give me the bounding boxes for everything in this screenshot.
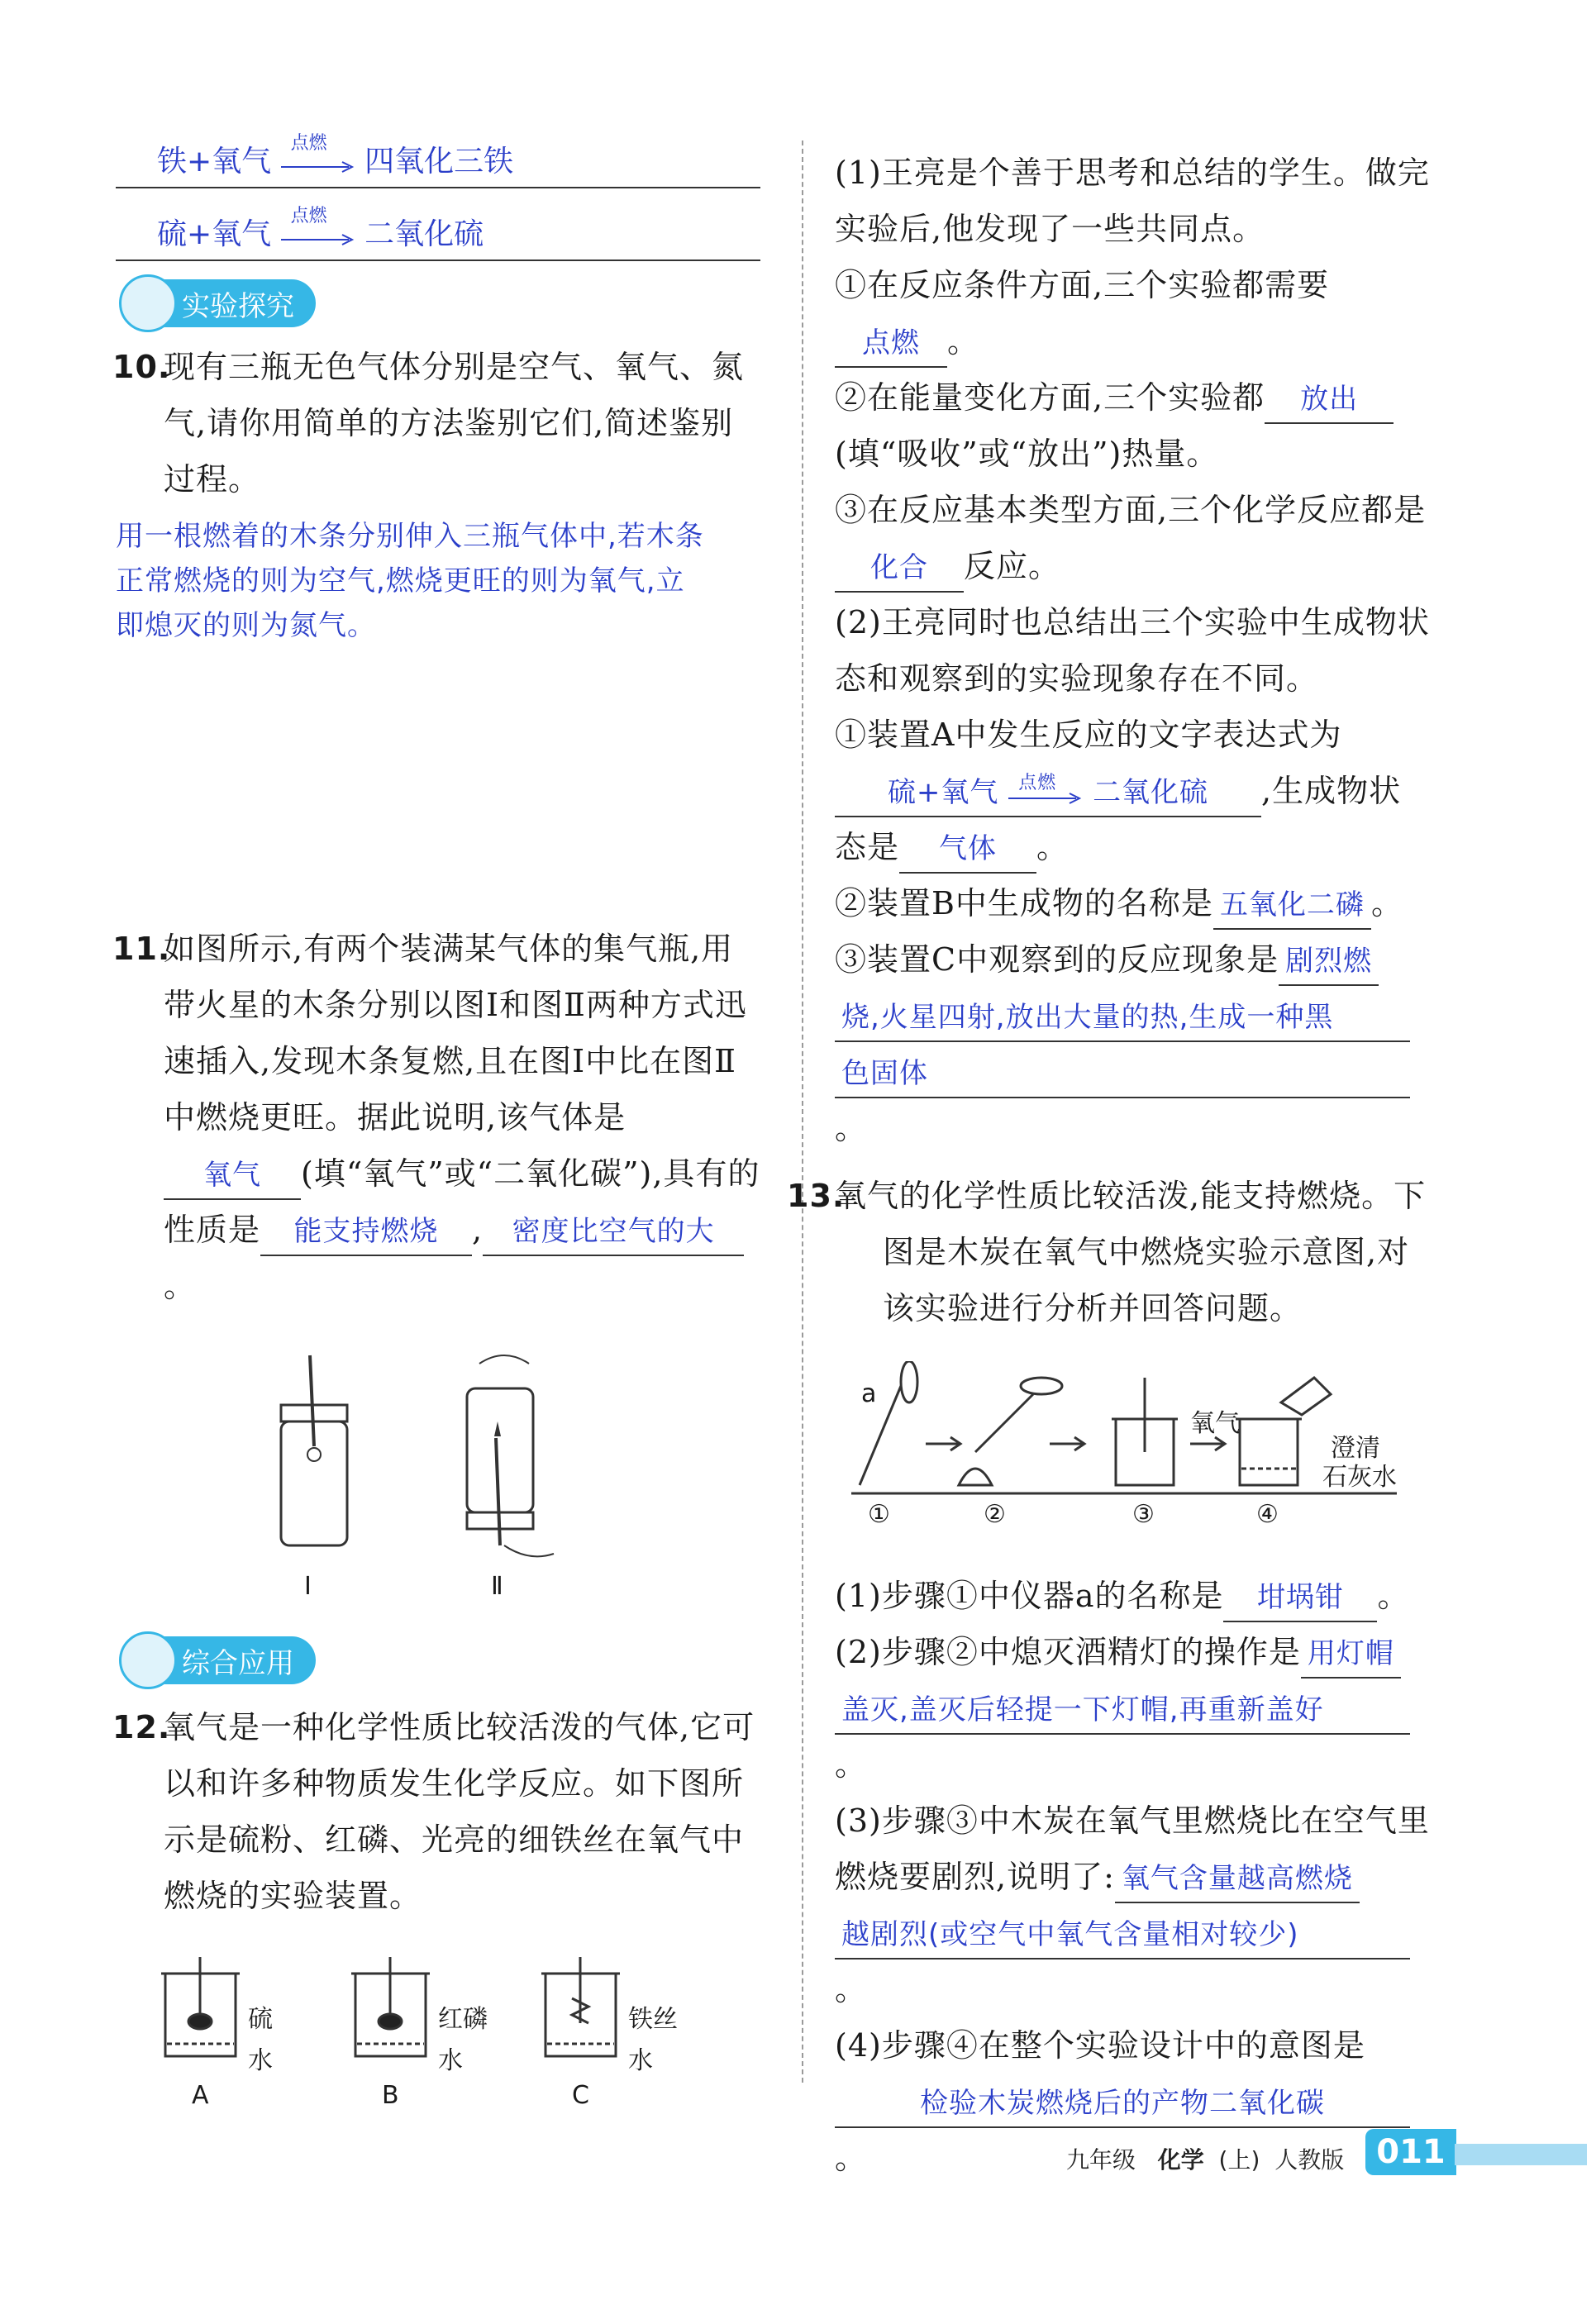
part-text-tail: (填“吸收”或“放出”)热量。 (835, 436, 1219, 472)
reaction-condition: 点燃 (290, 206, 327, 226)
question-12 (112, 1699, 760, 1924)
label-a: a (861, 1379, 877, 1408)
question-11: 11. 如图所示,有两个装满某气体的集气瓶,用带火星的木条分别以图Ⅰ和图Ⅱ两种方式迅速插入,发现木条复燃,且在图Ⅰ中比在图Ⅱ中燃烧更旺。据此说明,该气体是氧气 (填“氧气”或“二氧化碳”),具有的性质是 能支持燃烧 , 密度比空气的大。 (116, 921, 760, 1314)
answer-blank: 盖灭,盖灭后轻提一下灯帽,再重新盖好 (835, 1687, 1410, 1735)
part-text: (4)步骤④在整个实验设计中的意图是 (835, 2027, 1365, 2064)
figure-label-2: Ⅱ (491, 1572, 503, 1601)
label-red-phosphorus: 红磷 (438, 2005, 488, 2034)
part-text: ①在反应条件方面,三个实验都需要 (835, 267, 1330, 303)
equation-rhs: 四氧化三铁 (364, 145, 514, 179)
answer-blank: 剧烈燃 (1279, 938, 1379, 986)
answer-blank: 气体 (899, 826, 1036, 874)
answer-equation-sulfur (116, 197, 760, 261)
part-intro: (1)王亮是个善于思考和总结的学生。做完实验后,他发现了一些共同点。 (835, 155, 1430, 247)
answer-blank: 色固体 (835, 1050, 1410, 1098)
reaction-condition: 点燃 (290, 133, 327, 154)
reaction-arrow (281, 206, 355, 250)
label-sulfur: 硫 (248, 2005, 273, 2034)
question-number: 11. (112, 931, 171, 967)
section-title: 实验探究 (182, 289, 294, 323)
footer-accent-bar (1455, 2144, 1587, 2165)
answer-blank: 坩埚钳 (1223, 1574, 1377, 1622)
footer-text (1066, 2142, 1344, 2175)
section-badge (124, 1636, 316, 1684)
part-text-tail: ,生成物状态是 (835, 773, 1402, 865)
part-text: ③在反应基本类型方面,三个化学反应都是 (835, 492, 1427, 528)
question-text: 现有三瓶无色气体分别是空气、氧气、氮气,请你用简单的方法鉴别它们,简述鉴别过程。 (164, 349, 745, 498)
label-C: C (572, 2081, 589, 2110)
question-text-cont: (填“氧气”或“二氧化碳”),具有的性质是 (164, 1155, 760, 1248)
part-text: (2)步骤②中熄灭酒精灯的操作是 (835, 1634, 1301, 1670)
page-footer (1066, 2129, 1529, 2179)
answer-blank: 放出 (1265, 376, 1394, 424)
equation-rhs: 二氧化硫 (364, 217, 484, 251)
footer-subject: 化学 (1157, 2146, 1204, 2174)
question-10 (112, 339, 760, 648)
reaction-condition: 点燃 (1018, 772, 1057, 793)
question-13 (787, 1168, 1430, 1336)
step-label-4: ④ (1256, 1500, 1279, 1529)
question-text: 氧气的化学性质比较活泼,能支持燃烧。下图是木炭在氧气中燃烧实验示意图,对该实验进行分析并回答问题。 (835, 1178, 1427, 1326)
label-oxygen: 氧气 (1190, 1409, 1240, 1438)
figure-charcoal-steps (835, 1361, 1430, 1559)
answer-equation-iron (116, 124, 760, 188)
label-A: A (192, 2081, 209, 2110)
equation-rhs: 二氧化硫 (1093, 776, 1209, 809)
answer-blank: 检验木炭燃烧后的产物二氧化碳 (835, 2080, 1410, 2128)
answer-blank: 点燃 (835, 320, 947, 368)
part-text: (1)步骤①中仪器a的名称是 (835, 1578, 1224, 1614)
question-text: 如图所示,有两个装满某气体的集气瓶,用带火星的木条分别以图Ⅰ和图Ⅱ两种方式迅速插入,发现木条复燃,且在图Ⅰ中比在图Ⅱ中燃烧更旺。据此说明,该气体是 (164, 931, 747, 1136)
globe-icon (119, 1631, 177, 1689)
column-divider (802, 140, 803, 2083)
page-number: 011 (1365, 2129, 1456, 2175)
bottle-diagram (116, 1339, 760, 1612)
part-text: ③装置C中观察到的反应现象是 (835, 941, 1279, 978)
question-number: 13. (787, 1178, 846, 1214)
q12-part2: (2)王亮同时也总结出三个实验中生成物状态和观察到的实验现象存在不同。 ①装置A中发生反应的文字表达式为 硫+氧气 点燃 二氧化硫 ,生成物状态是 气体 。 ②装置B中生成物的名称是 五氧化二磷 。 ③装置C中观察到的反应现象是 剧烈燃 烧,火星四射,放出大量的热,生成一种黑 色固体。 (835, 594, 1430, 1156)
part-text-tail: 反应。 (964, 548, 1061, 584)
section-header-experiment (124, 279, 760, 327)
answer-blank-property-2: 密度比空气的大 (483, 1208, 744, 1256)
footer-volume: (上) (1218, 2146, 1260, 2174)
answer-text: 用一根燃着的木条分别伸入三瓶气体中,若木条正常燃烧的则为空气,燃烧更旺的则为氧气,立即熄灭的则为氮气。 (116, 520, 704, 642)
q13-parts: (1)步骤①中仪器a的名称是 坩埚钳 。 (2)步骤②中熄灭酒精灯的操作是 用灯帽 盖灭,盖灭后轻提一下灯帽,再重新盖好。 (3)步骤③中木炭在氧气里燃烧比在空气里燃烧要剧烈,说明了: 氧气含量越高燃烧 越剧烈(或空气中氧气含量相对较少)。 (4)步骤④在整个实验设计中的意图是 检验木炭燃烧后的产物二氧化碳。 (835, 1568, 1430, 2186)
answer-blank: 越剧烈(或空气中氧气含量相对较少) (835, 1912, 1410, 1959)
question-number: 10. (112, 349, 171, 385)
part-text: ②装置B中生成物的名称是 (835, 885, 1213, 921)
reaction-arrow (1008, 772, 1083, 808)
label-B: B (382, 2081, 399, 2110)
label-water: 水 (438, 2046, 463, 2075)
diamond-icon (119, 274, 177, 332)
part-text: (3)步骤③中木炭在氧气里燃烧比在空气里燃烧要剧烈,说明了: (835, 1802, 1430, 1895)
equation-lhs: 硫+氧气 (887, 776, 999, 809)
question-number: 12. (112, 1709, 171, 1745)
step-label-1: ① (868, 1500, 890, 1529)
step-label-3: ③ (1132, 1500, 1155, 1529)
figure-label-1: Ⅰ (304, 1572, 312, 1601)
equation-sulfur (157, 206, 484, 253)
equation-lhs: 铁+氧气 (157, 145, 272, 179)
equation-iron (157, 133, 514, 180)
answer-blank: 用灯帽 (1301, 1631, 1401, 1679)
answer-blank: 化合 (835, 545, 964, 593)
section-header-apply (124, 1636, 760, 1684)
label-water: 水 (248, 2046, 273, 2075)
part-intro: (2)王亮同时也总结出三个实验中生成物状态和观察到的实验现象存在不同。 (835, 604, 1430, 697)
q12-part1: (1)王亮是个善于思考和总结的学生。做完实验后,他发现了一些共同点。 ①在反应条件方面,三个实验都需要点燃 。 ②在能量变化方面,三个实验都 放出(填“吸收”或“放出”)热量。 ③在反应基本类型方面,三个化学反应都是化合 反应。 (835, 145, 1430, 594)
reaction-arrow (281, 133, 355, 177)
figure-gas-bottles (116, 1339, 760, 1612)
part-text: ②在能量变化方面,三个实验都 (835, 379, 1265, 416)
answer-blank: 氧气含量越高燃烧 (1115, 1855, 1360, 1903)
answer-blank: 烧,火星四射,放出大量的热,生成一种黑 (835, 994, 1410, 1042)
answer-equation-blank (835, 769, 1261, 817)
step-label-2: ② (984, 1500, 1006, 1529)
section-title: 综合应用 (182, 1646, 294, 1680)
question-text: 氧气是一种化学性质比较活泼的气体,它可以和许多种物质发生化学反应。如下图所示是硫粉、红磷、光亮的细铁丝在氧气中燃烧的实验装置。 (164, 1709, 755, 1914)
section-badge (124, 279, 316, 327)
equation-lhs: 硫+氧气 (157, 217, 272, 251)
answer-blank: 五氧化二磷 (1213, 882, 1371, 930)
label-limewater: 澄清 (1331, 1434, 1380, 1463)
figure-combustion-apparatus (116, 1957, 760, 2122)
footer-grade: 九年级 (1066, 2146, 1136, 2174)
answer-blank-gas: 氧气 (164, 1152, 301, 1200)
right-column (787, 145, 1430, 2186)
part-text: ①装置A中发生反应的文字表达式为 (835, 717, 1342, 753)
label-water: 水 (628, 2046, 653, 2075)
answer-blank-property-1: 能支持燃烧 (260, 1208, 472, 1256)
label-limewater: 石灰水 (1322, 1463, 1397, 1492)
left-column (112, 124, 760, 2122)
label-iron-wire: 铁丝 (628, 2005, 678, 2034)
footer-edition: 人教版 (1274, 2146, 1345, 2174)
